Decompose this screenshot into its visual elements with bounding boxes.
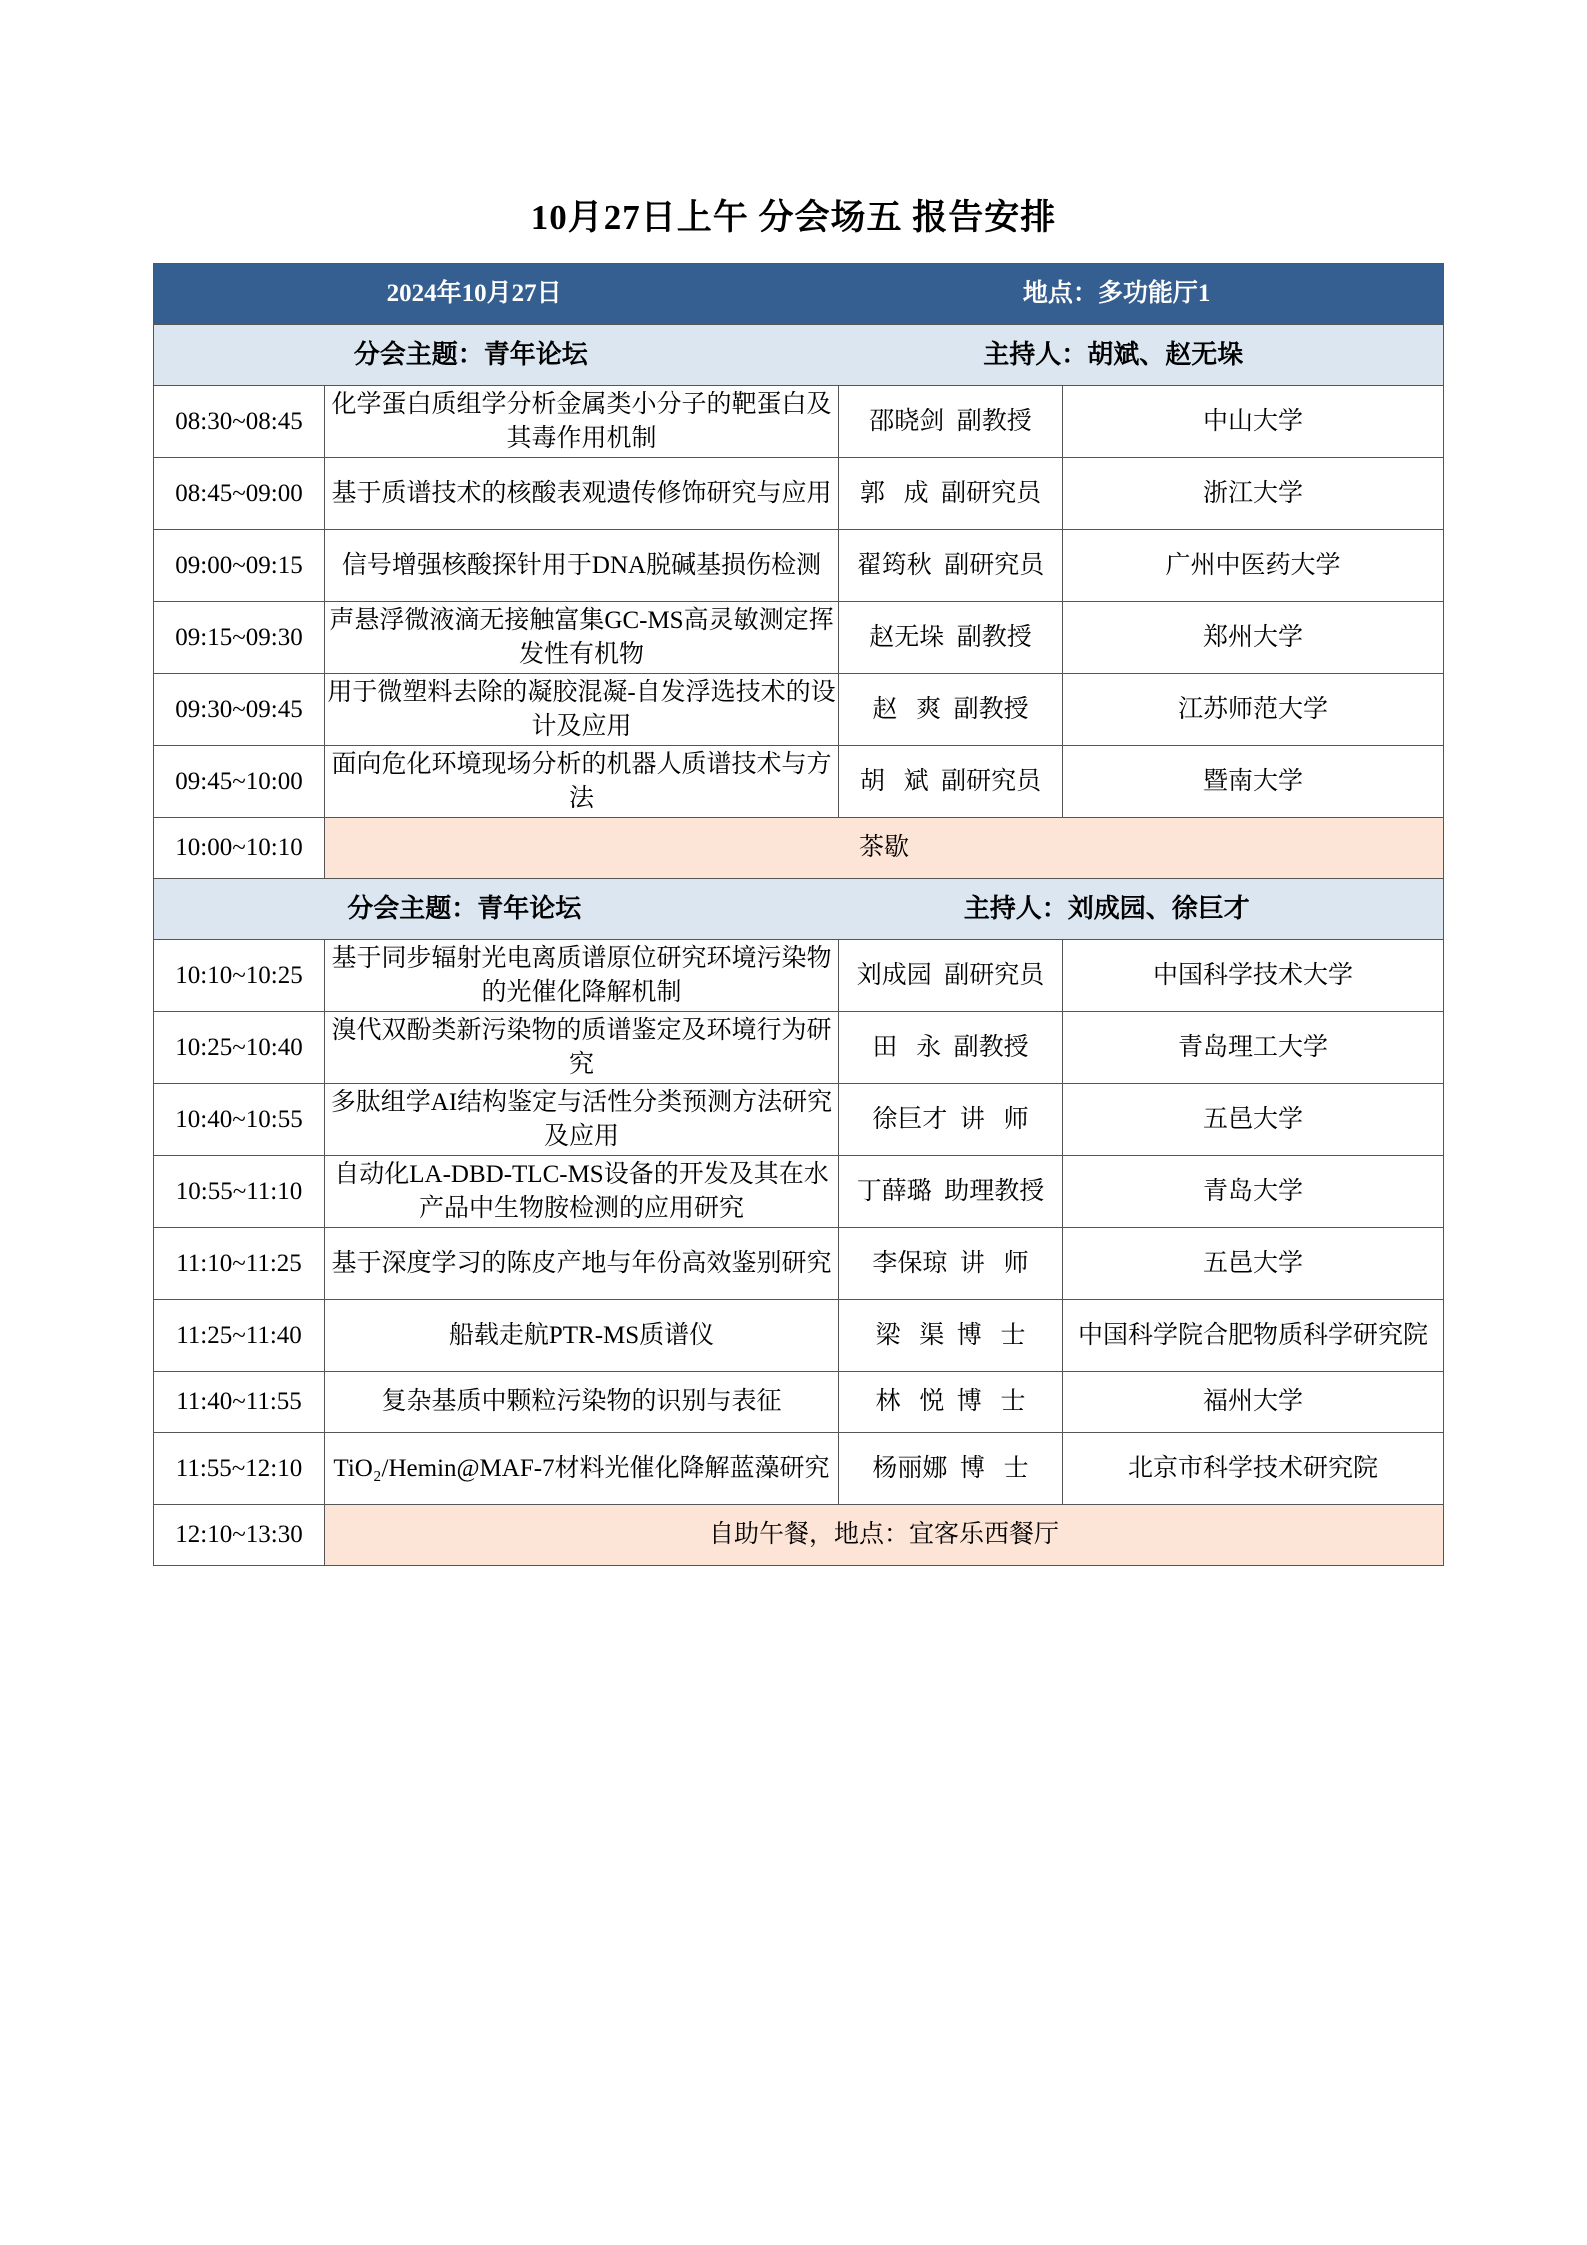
- talk-affiliation: 青岛大学: [1063, 1156, 1444, 1228]
- talk-time: 10:40~10:55: [154, 1084, 325, 1156]
- talk-time: 10:55~11:10: [154, 1156, 325, 1228]
- talk-topic: 多肽组学AI结构鉴定与活性分类预测方法研究及应用: [325, 1084, 839, 1156]
- talk-affiliation: 中国科学技术大学: [1063, 940, 1444, 1012]
- table-row: [154, 940, 1444, 1012]
- talk-topic: 基于质谱技术的核酸表观遗传修饰研究与应用: [325, 458, 839, 530]
- talk-time: 11:55~12:10: [154, 1433, 325, 1505]
- talk-topic: 声悬浮微液滴无接触富集GC-MS高灵敏测定挥发性有机物: [325, 602, 839, 674]
- talk-speaker: 杨丽娜 博 士: [839, 1433, 1063, 1505]
- break-row: [154, 1505, 1444, 1566]
- talk-speaker: 刘成园 副研究员: [839, 940, 1063, 1012]
- talk-affiliation: 浙江大学: [1063, 458, 1444, 530]
- talk-speaker: 徐巨才 讲 师: [839, 1084, 1063, 1156]
- session-host: 主持人：胡斌、赵无垛: [983, 340, 1244, 369]
- table-row: [154, 1084, 1444, 1156]
- talk-time: 11:10~11:25: [154, 1228, 325, 1300]
- talk-speaker: 李保琼 讲 师: [839, 1228, 1063, 1300]
- talk-topic: TiO₂/Hemin@MAF-7材料光催化降解蓝藻研究: [325, 1433, 839, 1505]
- talk-time: 10:25~10:40: [154, 1012, 325, 1084]
- break-time: 12:10~13:30: [154, 1505, 325, 1566]
- talk-time: 11:25~11:40: [154, 1300, 325, 1372]
- talk-time: 08:30~08:45: [154, 386, 325, 458]
- talk-time: 09:00~09:15: [154, 530, 325, 602]
- talk-speaker: 翟筠秋 副研究员: [839, 530, 1063, 602]
- talk-time: 08:45~09:00: [154, 458, 325, 530]
- talk-speaker: 梁 渠 博 士: [839, 1300, 1063, 1372]
- talk-affiliation: 中国科学院合肥物质科学研究院: [1063, 1300, 1444, 1372]
- talk-speaker: 邵晓剑 副教授: [839, 386, 1063, 458]
- break-label: 自助午餐，地点：宜客乐西餐厅: [325, 1505, 1444, 1566]
- talk-topic: 化学蛋白质组学分析金属类小分子的靶蛋白及其毒作用机制: [325, 386, 839, 458]
- talk-speaker: 丁薛璐 助理教授: [839, 1156, 1063, 1228]
- talk-affiliation: 福州大学: [1063, 1372, 1444, 1433]
- talk-affiliation: 北京市科学技术研究院: [1063, 1433, 1444, 1505]
- talk-affiliation: 暨南大学: [1063, 746, 1444, 818]
- page-title: 10月27日上午 分会场五 报告安排: [530, 198, 1057, 237]
- table-row: [154, 1156, 1444, 1228]
- talk-time: 10:10~10:25: [154, 940, 325, 1012]
- session-theme-row: [154, 879, 1444, 940]
- talk-speaker: 胡 斌 副研究员: [839, 746, 1063, 818]
- table-row: [154, 1228, 1444, 1300]
- session-theme: 分会主题：青年论坛: [347, 894, 582, 923]
- table-row: [154, 674, 1444, 746]
- table-row: [154, 602, 1444, 674]
- header-row: [154, 264, 1444, 325]
- table-row: [154, 1012, 1444, 1084]
- session-host: 主持人：刘成园、徐巨才: [963, 894, 1250, 923]
- table-row: [154, 530, 1444, 602]
- session-theme: 分会主题：青年论坛: [353, 340, 588, 369]
- talk-topic: 信号增强核酸探针用于DNA脱碱基损伤检测: [325, 530, 839, 602]
- table-row: [154, 386, 1444, 458]
- talk-topic: 基于同步辐射光电离质谱原位研究环境污染物的光催化降解机制: [325, 940, 839, 1012]
- talk-time: 09:15~09:30: [154, 602, 325, 674]
- talk-topic: 面向危化环境现场分析的机器人质谱技术与方法: [325, 746, 839, 818]
- talk-affiliation: 五邑大学: [1063, 1228, 1444, 1300]
- talk-speaker: 林 悦 博 士: [839, 1372, 1063, 1433]
- header-cell: [154, 264, 1444, 325]
- table-row: [154, 458, 1444, 530]
- schedule-table: [153, 263, 1444, 1566]
- break-time: 10:00~10:10: [154, 818, 325, 879]
- talk-time: 09:45~10:00: [154, 746, 325, 818]
- session-theme-row: [154, 325, 1444, 386]
- talk-topic: 基于深度学习的陈皮产地与年份高效鉴别研究: [325, 1228, 839, 1300]
- talk-affiliation: 中山大学: [1063, 386, 1444, 458]
- talk-topic: 船载走航PTR-MS质谱仪: [325, 1300, 839, 1372]
- talk-time: 09:30~09:45: [154, 674, 325, 746]
- table-row: [154, 1300, 1444, 1372]
- table-row: [154, 1433, 1444, 1505]
- header-location: 地点：多功能厅1: [1022, 280, 1211, 307]
- talk-affiliation: 广州中医药大学: [1063, 530, 1444, 602]
- talk-topic: 复杂基质中颗粒污染物的识别与表征: [325, 1372, 839, 1433]
- talk-speaker: 郭 成 副研究员: [839, 458, 1063, 530]
- talk-speaker: 田 永 副教授: [839, 1012, 1063, 1084]
- talk-time: 11:40~11:55: [154, 1372, 325, 1433]
- talk-topic: 自动化LA-DBD-TLC-MS设备的开发及其在水产品中生物胺检测的应用研究: [325, 1156, 839, 1228]
- talk-topic: 溴代双酚类新污染物的质谱鉴定及环境行为研究: [325, 1012, 839, 1084]
- break-row: [154, 818, 1444, 879]
- talk-topic: 用于微塑料去除的凝胶混凝-自发浮选技术的设计及应用: [325, 674, 839, 746]
- talk-affiliation: 青岛理工大学: [1063, 1012, 1444, 1084]
- talk-affiliation: 五邑大学: [1063, 1084, 1444, 1156]
- break-label: 茶歇: [325, 818, 1444, 879]
- header-date: 2024年10月27日: [386, 280, 562, 307]
- talk-speaker: 赵 爽 副教授: [839, 674, 1063, 746]
- talk-speaker: 赵无垛 副教授: [839, 602, 1063, 674]
- table-row: [154, 746, 1444, 818]
- talk-affiliation: 郑州大学: [1063, 602, 1444, 674]
- table-row: [154, 1372, 1444, 1433]
- talk-affiliation: 江苏师范大学: [1063, 674, 1444, 746]
